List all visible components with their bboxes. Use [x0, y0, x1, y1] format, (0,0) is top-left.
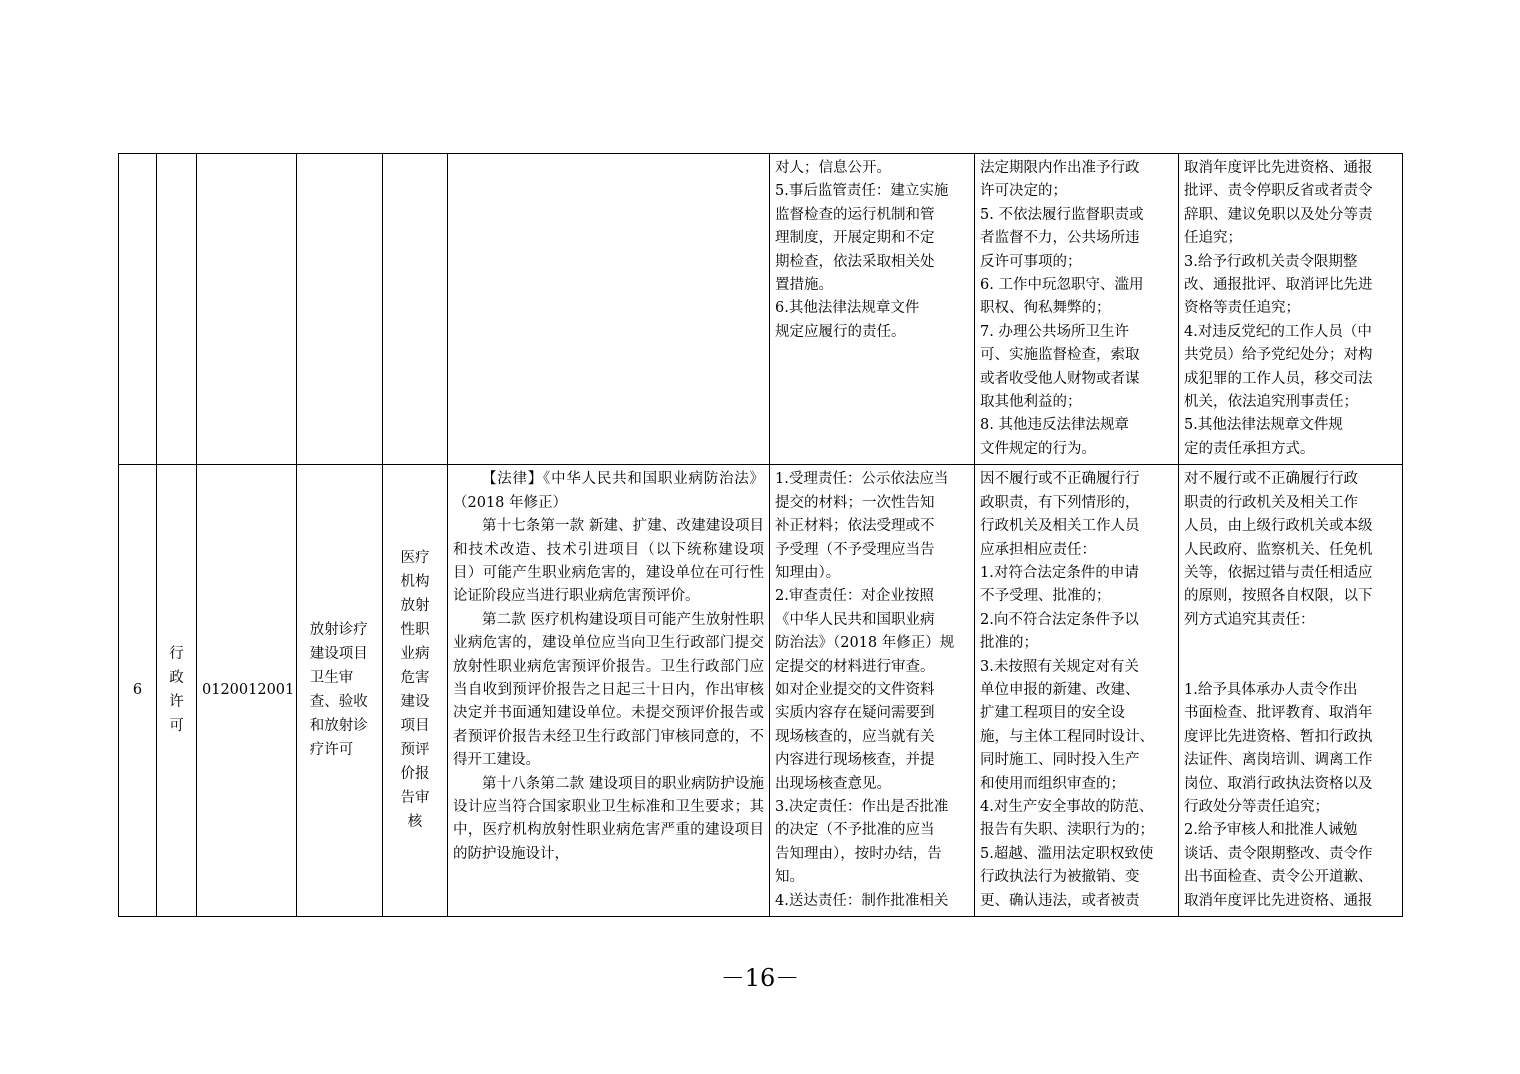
liability-line: 3.未按照有关规定对有关: [980, 658, 1139, 675]
legal-basis-paragraph: 第十七条第一款 新建、扩建、改建建设项目和技术改造、技术引进项目（以下统称建设项目）可能产生职业病危害的，建设单位在可行性论证阶段应当进行职业病危害预评价。: [453, 518, 764, 605]
cell-accountability: [1179, 154, 1403, 465]
liability-line: 报告有失职、渎职行为的；: [980, 822, 1154, 839]
liability-line: 5.超越、滥用法定职权致使: [980, 845, 1154, 862]
accountability-line: 岗位、取消行政执法资格以及: [1184, 775, 1373, 792]
accountability-line: 出书面检查、责令公开道歉、: [1184, 869, 1373, 886]
accountability-line: 定的责任承担方式。: [1184, 440, 1315, 457]
cell-sub-item: [383, 465, 448, 917]
liability-line: 和使用而组织审查的；: [980, 775, 1125, 792]
accountability-line: 书面检查、批评教育、取消年: [1184, 705, 1373, 722]
accountability-line: 谈话、责令限期整改、责令作: [1184, 845, 1373, 862]
duty-line: 告知理由），按时办结，告: [775, 845, 942, 862]
table-row-6: [119, 465, 1403, 917]
accountability-line: 度评比先进资格、暂扣行政执: [1184, 728, 1373, 745]
duty-line: 置措施。: [775, 277, 833, 294]
duty-line: 对人；信息公开。: [775, 160, 891, 176]
accountability-line: 人民政府、监察机关、任免机: [1184, 541, 1373, 558]
liability-line: 施，与主体工程同时设计、: [980, 728, 1154, 745]
liability-line: 5. 不依法履行监督职责或: [980, 206, 1144, 223]
cell-duties: [770, 154, 975, 465]
cell-liability-situations: [975, 465, 1179, 917]
category-text: 行政许可: [169, 646, 184, 735]
cell-item-name: [297, 465, 383, 917]
liability-line: 行政执法行为被撤销、变: [980, 869, 1140, 886]
accountability-line: 辞职、建议免职以及处分等责: [1184, 206, 1373, 223]
liability-line: 批准的；: [980, 635, 1038, 652]
cell-code: 0120012001: [197, 465, 297, 917]
liability-line: 行政机关及相关工作人员: [980, 518, 1140, 535]
accountability-line: 5.其他法律法规章文件规: [1184, 417, 1343, 434]
liability-line: 文件规定的行为。: [980, 440, 1096, 457]
legal-basis-paragraph: 第十八条第二款 建设项目的职业病防护设施设计应当符合国家职业卫生标准和卫生要求；其中，医疗机构放射性职业病危害严重的建设项目的防护设施设计，: [453, 775, 764, 862]
cell-basis: [448, 465, 770, 917]
liability-line: 政职责，有下列情形的，: [980, 494, 1140, 511]
accountability-line: 共党员）给予党纪处分；对构: [1184, 347, 1373, 364]
liability-line: 取其他利益的；: [980, 394, 1082, 411]
liability-line: 应承担相应责任：: [980, 541, 1096, 558]
liability-line: 法定期限内作出准予行政: [980, 160, 1140, 176]
duty-line: 5.事后监管责任：建立实施: [775, 183, 949, 200]
duty-line: 出现场核查意见。: [775, 775, 891, 792]
cell-sub-item: [383, 154, 448, 465]
duty-line: 内容进行现场核查，并提: [775, 752, 935, 769]
duty-line: 知理由）。: [775, 564, 841, 581]
accountability-line: 关等，依据过错与责任相适应: [1184, 564, 1373, 581]
accountability-line: 批评、责令停职反省或者责令: [1184, 183, 1373, 200]
duty-line: 的决定（不予批准的应当: [775, 822, 935, 839]
accountability-line: 列方式追究其责任：: [1184, 611, 1315, 628]
duty-line: 期检查，依法采取相关处: [775, 253, 935, 270]
legal-basis-paragraph: 第二款 医疗机构建设项目可能产生放射性职业病危害的，建设单位应当向卫生行政部门提交放射性职业病危害预评价报告。卫生行政部门应当自收到预评价报告之日起三十日内，作出审核决定并书面通知建设单位。未提交预评价报告或者预评价报告未经卫生行政部门审核同意的，不得开工建设。: [453, 611, 764, 769]
accountability-line: 改、通报批评、取消评比先进: [1184, 277, 1373, 294]
liability-line: 同时施工、同时投入生产: [980, 752, 1140, 769]
page-number: －16－: [720, 964, 800, 992]
accountability-line: 机关，依法追究刑事责任；: [1184, 394, 1358, 411]
liability-line: 6. 工作中玩忽职守、滥用: [980, 277, 1144, 294]
cell-accountability: [1179, 465, 1403, 917]
cell-category: [157, 154, 197, 465]
duty-line: 补正材料；依法受理或不: [775, 518, 935, 535]
duty-line: 2.审查责任：对企业按照: [775, 588, 934, 605]
duty-line: 规定应履行的责任。: [775, 323, 906, 340]
duty-line: 予受理（不予受理应当告: [775, 541, 935, 558]
liability-line: 扩建工程项目的安全设: [980, 705, 1125, 722]
legal-basis-paragraph: 【法律】《中华人民共和国职业病防治法》（2018 年修正）: [453, 471, 764, 511]
item-name-text: 放射诊疗建设项目卫生审查、验收和放射诊疗许可: [309, 622, 368, 759]
accountability-line: 2.给予审核人和批准人诫勉: [1184, 822, 1358, 839]
cell-category: [157, 465, 197, 917]
accountability-line: 成犯罪的工作人员，移交司法: [1184, 370, 1373, 387]
accountability-line: 行政处分等责任追究；: [1184, 798, 1329, 815]
liability-line: 反许可事项的；: [980, 253, 1082, 270]
table-row-continued: [119, 154, 1403, 465]
liability-line: 1.对符合法定条件的申请: [980, 564, 1139, 581]
cell-no: 6: [119, 465, 157, 917]
duty-line: 监督检查的运行机制和管: [775, 206, 935, 223]
accountability-line: 任追究；: [1184, 230, 1242, 247]
duty-line: 《中华人民共和国职业病: [775, 611, 935, 628]
responsibility-table: [118, 153, 1403, 917]
accountability-line: 法证件、离岗培训、调离工作: [1184, 752, 1373, 769]
liability-line: 不予受理、批准的；: [980, 588, 1111, 605]
cell-no: [119, 154, 157, 465]
duty-line: 4.送达责任：制作批准相关: [775, 892, 949, 909]
liability-line: 或者收受他人财物或者谋: [980, 370, 1140, 387]
accountability-line: 职责的行政机关及相关工作: [1184, 494, 1358, 511]
duty-line: 定提交的材料进行审查。: [775, 658, 935, 675]
accountability-line: 4.对违反党纪的工作人员（中: [1184, 323, 1372, 340]
liability-line: 8. 其他违反法律法规章: [980, 417, 1129, 434]
duty-line: 实质内容存在疑问需要到: [775, 705, 935, 722]
accountability-line: 取消年度评比先进资格、通报: [1184, 892, 1373, 909]
duty-line: 1.受理责任：公示依法应当: [775, 471, 949, 488]
duty-line: 理制度，开展定期和不定: [775, 230, 935, 247]
accountability-line: 1.给予具体承办人责令作出: [1184, 681, 1358, 698]
accountability-line: 对不履行或不正确履行行政: [1184, 471, 1358, 488]
cell-duties: [770, 465, 975, 917]
duty-line: 3.决定责任：作出是否批准: [775, 798, 949, 815]
cell-liability-situations: [975, 154, 1179, 465]
liability-line: 许可决定的；: [980, 183, 1067, 200]
liability-line: 更、确认违法，或者被责: [980, 892, 1140, 909]
accountability-line: 3.给予行政机关责令限期整: [1184, 253, 1358, 270]
accountability-line: 人员，由上级行政机关或本级: [1184, 518, 1373, 535]
accountability-line: 取消年度评比先进资格、通报: [1184, 160, 1373, 176]
accountability-line: 资格等责任追究；: [1184, 300, 1300, 317]
accountability-line: 的原则，按照各自权限，以下: [1184, 588, 1373, 605]
duty-line: 如对企业提交的文件资料: [775, 681, 935, 698]
liability-line: 职权、徇私舞弊的；: [980, 300, 1111, 317]
duty-line: 知。: [775, 869, 804, 886]
duty-line: 现场核查的，应当就有关: [775, 728, 935, 745]
liability-line: 7. 办理公共场所卫生许: [980, 323, 1129, 340]
duty-line: 6.其他法律法规章文件: [775, 300, 920, 317]
duty-line: 提交的材料；一次性告知: [775, 494, 935, 511]
accountability-line: [1184, 656, 1397, 679]
liability-line: 可、实施监督检查，索取: [980, 347, 1140, 364]
accountability-line: [1184, 632, 1397, 655]
cell-code: [197, 154, 297, 465]
cell-item-name: [297, 154, 383, 465]
liability-line: 单位申报的新建、改建、: [980, 681, 1140, 698]
sub-item-text: 医疗机构放射性职业病危害建设项目预评价报告审核: [400, 550, 430, 831]
liability-line: 4.对生产安全事故的防范、: [980, 798, 1154, 815]
liability-line: 因不履行或不正确履行行: [980, 471, 1140, 488]
liability-line: 者监督不力，公共场所违: [980, 230, 1140, 247]
cell-basis: [448, 154, 770, 465]
duty-line: 防治法》（2018 年修正）规: [775, 635, 955, 652]
liability-line: 2.向不符合法定条件予以: [980, 611, 1139, 628]
